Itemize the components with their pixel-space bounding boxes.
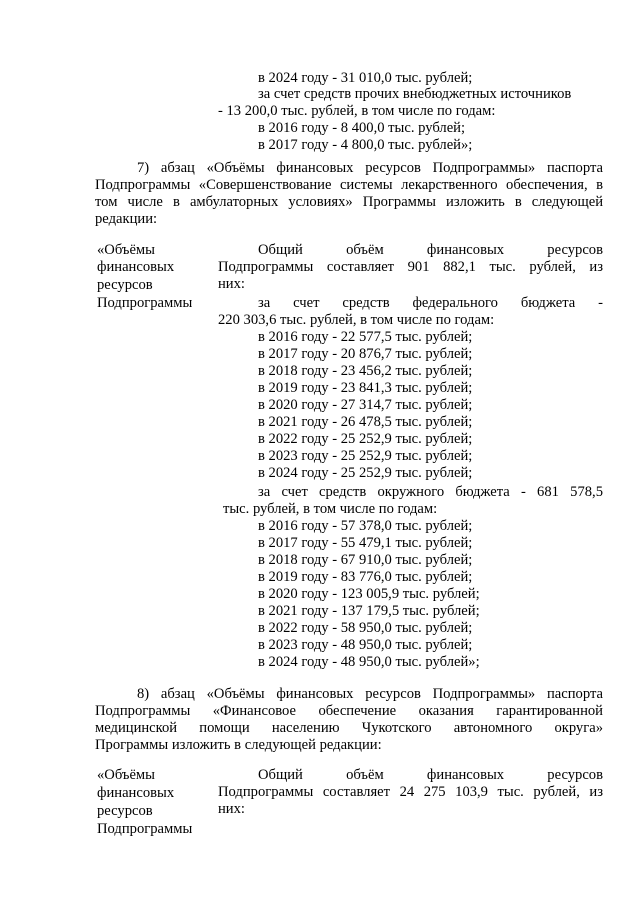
year-line-2016: в 2016 году - 8 400,0 тыс. рублей; <box>258 120 466 136</box>
table1-label-line3: ресурсов <box>97 277 153 293</box>
table2-label-line3: ресурсов <box>97 803 153 819</box>
table2-total-line1: Общий объём финансовых ресурсов <box>258 767 603 783</box>
table1-federal-line1: за счет средств федерального бюджета - <box>258 295 603 311</box>
year-line-2017: в 2017 году - 4 800,0 тыс. рублей»; <box>258 137 473 153</box>
item7-line4: редакции: <box>95 211 158 227</box>
federal-year-2018: в 2018 году - 23 456,2 тыс. рублей; <box>258 363 473 379</box>
table2-label-line2: финансовых <box>97 785 175 801</box>
table1-total-line1: Общий объём финансовых ресурсов <box>258 242 603 258</box>
district-year-2022: в 2022 году - 58 950,0 тыс. рублей; <box>258 620 473 636</box>
district-year-2021: в 2021 году - 137 179,5 тыс. рублей; <box>258 603 480 619</box>
federal-year-2020: в 2020 году - 27 314,7 тыс. рублей; <box>258 397 473 413</box>
year-line-2024: в 2024 году - 31 010,0 тыс. рублей; <box>258 70 473 86</box>
district-year-2017: в 2017 году - 55 479,1 тыс. рублей; <box>258 535 473 551</box>
table1-label-line4: Подпрограммы <box>97 295 193 311</box>
district-year-2019: в 2019 году - 83 776,0 тыс. рублей; <box>258 569 473 585</box>
federal-year-2023: в 2023 году - 25 252,9 тыс. рублей; <box>258 448 473 464</box>
table1-total-line3: них: <box>218 276 245 292</box>
district-year-2023: в 2023 году - 48 950,0 тыс. рублей; <box>258 637 473 653</box>
table2-label-line1: «Объёмы <box>97 767 155 783</box>
federal-year-2016: в 2016 году - 22 577,5 тыс. рублей; <box>258 329 473 345</box>
item8-line2: Подпрограммы «Финансовое обеспечение оказания гарантированной <box>95 703 603 719</box>
table1-district-line2: тыс. рублей, в том числе по годам: <box>223 501 438 517</box>
table2-total-line2: Подпрограммы составляет 24 275 103,9 тыс. рублей, из <box>218 784 603 800</box>
federal-year-2017: в 2017 году - 20 876,7 тыс. рублей; <box>258 346 473 362</box>
federal-year-2019: в 2019 году - 23 841,3 тыс. рублей; <box>258 380 473 396</box>
district-year-2024: в 2024 году - 48 950,0 тыс. рублей»; <box>258 654 480 670</box>
table2-label-line4: Подпрограммы <box>97 821 193 837</box>
table2-total-line3: них: <box>218 801 245 817</box>
other-sources-amount: - 13 200,0 тыс. рублей, в том числе по годам: <box>218 103 496 119</box>
district-year-2020: в 2020 году - 123 005,9 тыс. рублей; <box>258 586 480 602</box>
item7-line2: Подпрограммы «Совершенствование системы лекарственного обеспечения, в <box>95 177 603 193</box>
other-sources-line: за счет средств прочих внебюджетных источников <box>258 86 572 102</box>
table1-district-line1: за счет средств окружного бюджета - 681 578,5 <box>258 484 603 500</box>
district-year-2016: в 2016 году - 57 378,0 тыс. рублей; <box>258 518 473 534</box>
item8-line3: медицинской помощи населению Чукотского автономного округа» <box>95 720 603 736</box>
table1-total-line2: Подпрограммы составляет 901 882,1 тыс. рублей, из <box>218 259 603 275</box>
table1-federal-line2: 220 303,6 тыс. рублей, в том числе по годам: <box>218 312 495 328</box>
federal-year-2021: в 2021 году - 26 478,5 тыс. рублей; <box>258 414 473 430</box>
table1-label-line2: финансовых <box>97 259 175 275</box>
item7-line3: том числе в амбулаторных условиях» Программы изложить в следующей <box>95 194 603 210</box>
item8-line1: 8) абзац «Объёмы финансовых ресурсов Подпрограммы» паспорта <box>137 686 603 702</box>
item7-line1: 7) абзац «Объёмы финансовых ресурсов Подпрограммы» паспорта <box>137 160 603 176</box>
table1-label-line1: «Объёмы <box>97 242 155 258</box>
federal-year-2024: в 2024 году - 25 252,9 тыс. рублей; <box>258 465 473 481</box>
federal-year-2022: в 2022 году - 25 252,9 тыс. рублей; <box>258 431 473 447</box>
item8-line4: Программы изложить в следующей редакции: <box>95 737 382 753</box>
district-year-2018: в 2018 году - 67 910,0 тыс. рублей; <box>258 552 473 568</box>
